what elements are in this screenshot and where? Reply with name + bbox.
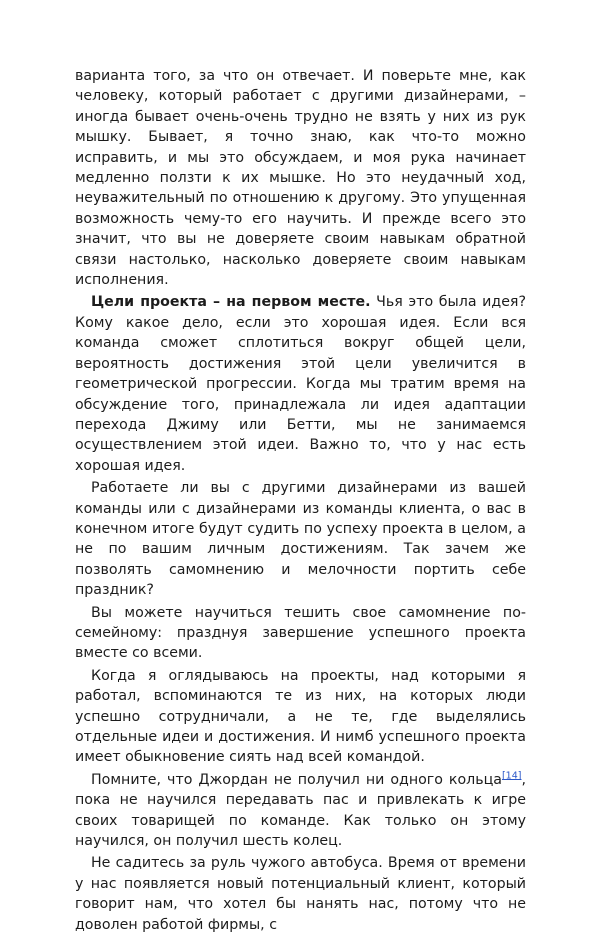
- paragraph-6: [75, 770, 526, 852]
- paragraph-5: Когда я оглядываюсь на проекты, над которыми я работал, вспоминаются те из них, на которых люди успешно сотрудничали, а не те, где выделялись отдельные идеи и достижения. И нимб успешного проекта имеет обыкновение сиять над всей командой.: [75, 667, 526, 766]
- paragraph-6-body-start: Помните, что Джордан не получил ни одного кольца: [91, 771, 502, 788]
- paragraph-4: Вы можете научиться тешить свое самомнение по-семейному: празднуя завершение успешного проекта вместе со всеми.: [75, 604, 526, 662]
- paragraph-3: Работаете ли вы с другими дизайнерами из вашей команды или с дизайнерами из команды клиента, о вас в конечном итоге будут судить по успеху проекта в целом, а не по вашим личным достижениям. Так зачем же позволять самомнению и мелочности портить себе праздник?: [75, 480, 526, 599]
- footnote-link[interactable]: [14]: [501, 770, 522, 782]
- paragraph-7: Не садитесь за руль чужого автобуса. Время от времени у нас появляется новый потенциальный клиент, который говорит нам, что хотел бы нанять нас, потому что не доволен работой фирмы, с: [75, 855, 526, 933]
- book-page-text: [75, 66, 526, 935]
- paragraph-2-lead: Цели проекта – на первом месте.: [91, 294, 371, 311]
- paragraph-6-body-end: , пока не научился передавать пас и привлекать к игре своих товарищей по команде. Как только он этому научился, он получил шесть колец.: [75, 771, 526, 850]
- paragraph-2-body: Чья это была идея? Кому какое дело, если это хорошая идея. Если вся команда сможет сплотиться вокруг общей цели, вероятность достижения этой цели увеличится в геометрической прогрессии. Когда мы тратим время на обсуждение того, принадлежала ли идея адаптации перехода Джиму или Бетти, мы не занимаемся осуществлением этой идеи. Важно то, что у нас есть хорошая идея.: [75, 294, 526, 474]
- paragraph-2: [75, 292, 526, 476]
- paragraph-1: варианта того, за что он отвечает. И поверьте мне, как человеку, который работает с другими дизайнерами, – иногда бывает очень-очень трудно не взять у них из рук мышку. Бывает, я точно знаю, как что-то можно исправить, и мы это обсуждаем, и моя рука начинает медленно ползти к их мышке. Но это неудачный ход, неуважительный по отношению к другому. Это упущенная возможность чему-то его научить. И прежде всего это значит, что вы не доверяете своим навыкам обратной связи настолько, насколько доверяете своим навыкам исполнения.: [75, 68, 526, 289]
